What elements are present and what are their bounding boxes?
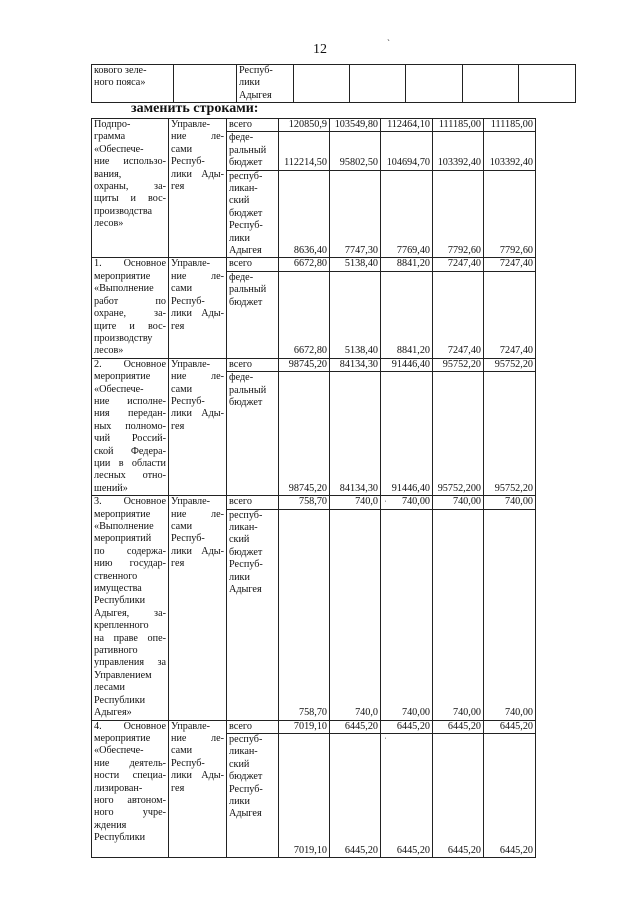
funding-source-cell-line: ликан- <box>229 183 258 195</box>
executor-cell-line: лики Ады- <box>171 168 224 180</box>
program-name-cell-line: мероприятие <box>94 270 151 282</box>
scan-mark: ˋ <box>387 38 390 48</box>
page-number: 12 <box>313 42 327 57</box>
federal-value-cell: 112214,50 <box>279 132 330 170</box>
program-name-cell-line: Адыгея» <box>94 707 132 719</box>
program-name-cell-line: ности специа- <box>94 770 166 782</box>
funding-source-cell-line: лики <box>229 795 250 807</box>
executor-cell-line: гея <box>171 558 185 570</box>
budget-value-cell: 758,70 <box>279 509 330 720</box>
top-row-value-cell <box>350 65 406 103</box>
total-value-cell: 111185,00 <box>484 119 536 132</box>
program-name-cell-line: Республики <box>94 832 146 844</box>
program-name-cell-line: 4. Основное <box>94 720 166 732</box>
program-name-cell-line: «Обеспече- <box>94 383 144 395</box>
previous-rows-table <box>91 64 576 103</box>
program-name-cell-line: «Обеспече- <box>94 143 144 155</box>
executor-cell-line: лики Ады- <box>171 308 224 320</box>
executor-cell-line: Респуб- <box>171 395 205 407</box>
program-name-cell-line: ния передан- <box>94 408 166 420</box>
funding-source-cell <box>227 170 279 258</box>
funding-source-cell-line: Респуб- <box>229 559 263 571</box>
funding-source-cell <box>227 271 279 358</box>
program-name-cell-line: вания, <box>94 168 122 180</box>
program-name-cell-line: ние деятель- <box>94 757 166 769</box>
funding-source-cell-line: Адыгея <box>229 808 262 820</box>
executor-cell-line: Управле- <box>171 258 211 270</box>
program-name-cell-line: ственного <box>94 570 138 582</box>
funding-source-cell: всего <box>227 720 279 733</box>
executor-cell-line: гея <box>171 420 185 432</box>
table-row <box>92 496 536 509</box>
total-value-cell: 6672,80 <box>279 258 330 272</box>
budget-value-cell: 6445,20 <box>433 733 484 857</box>
budget-value-cell: 6445,20 <box>484 733 536 857</box>
executor-cell-line: сами <box>171 745 193 757</box>
total-value-cell: 740,00 <box>433 496 484 509</box>
executor-cell-line: Респуб- <box>171 757 205 769</box>
funding-source-cell <box>227 509 279 720</box>
top-row-source-cell <box>237 65 294 103</box>
executor-cell-line: лики Ады- <box>171 770 224 782</box>
budget-value-cell: 7792,60 <box>484 170 536 258</box>
total-value-cell: 740,00 <box>484 496 536 509</box>
top-row-value-cell <box>463 65 519 103</box>
funding-source-cell: всего <box>227 358 279 372</box>
total-value-cell: 95752,20 <box>433 358 484 372</box>
program-name-cell-line: управления за <box>94 657 166 669</box>
funding-source-cell: всего <box>227 496 279 509</box>
program-name-cell-line: щите и вос- <box>94 320 166 332</box>
program-name-cell <box>92 720 169 857</box>
budget-value-cell: 7247,40 <box>484 271 536 358</box>
budget-value-cell: 7769,40 <box>381 170 433 258</box>
budget-value-cell: 91446,40 <box>381 372 433 496</box>
funding-source-cell-line: лики <box>229 571 250 583</box>
budget-value-cell: 6672,80 <box>279 271 330 358</box>
funding-source-cell-line: бюджет <box>229 157 263 169</box>
program-name-cell-line: 1. Основное <box>94 258 166 270</box>
budget-value-cell: 8636,40 <box>279 170 330 258</box>
funding-source-cell-line: феде- <box>229 271 254 283</box>
funding-source-cell <box>227 733 279 857</box>
funding-source-cell-line: Респуб- <box>229 220 263 232</box>
program-name-cell-line: имущества <box>94 583 142 595</box>
executor-cell-line: лики Ады- <box>171 545 224 557</box>
program-name-cell-line: ного учре- <box>94 807 166 819</box>
program-name-cell <box>92 496 169 720</box>
total-value-cell: 112464,10 <box>381 119 433 132</box>
executor-cell-line: гея <box>171 782 185 794</box>
table-row <box>92 720 536 733</box>
executor-cell-line: гея <box>171 320 185 332</box>
funding-source-cell-line: феде- <box>229 372 254 384</box>
total-value-cell: 103549,80 <box>330 119 381 132</box>
funding-source-cell <box>227 372 279 496</box>
program-name-cell-line: лесов» <box>94 345 124 357</box>
funding-source-cell-line: ральный <box>229 384 267 396</box>
program-name-cell-line: Подпро- <box>94 119 131 130</box>
executor-cell-line: гея <box>171 181 185 193</box>
budget-value-cell: 84134,30 <box>330 372 381 496</box>
table-row <box>92 358 536 372</box>
total-value-cell: 6445,20 <box>433 720 484 733</box>
funding-source-cell-line: респуб- <box>229 509 263 521</box>
program-name-cell <box>92 358 169 495</box>
funding-source-cell-line: лики <box>229 232 250 244</box>
executor-cell <box>169 720 227 857</box>
funding-source-cell-line: респуб- <box>229 733 263 745</box>
executor-cell <box>169 496 227 720</box>
executor-cell-line: ние ле- <box>171 732 224 744</box>
funding-source-cell-line: ликан- <box>229 522 258 534</box>
top-name-line: ного пояса» <box>94 77 146 89</box>
program-name-cell-line: крепленного <box>94 620 149 632</box>
program-name-cell-line: 3. Основное <box>94 496 166 508</box>
program-name-cell-line: 2. Основное <box>94 358 166 370</box>
funding-source-cell <box>227 132 279 170</box>
budget-value-cell: 6445,20 <box>381 733 433 857</box>
funding-source-cell-line: ральный <box>229 144 267 156</box>
executor-cell-line: ние ле- <box>171 508 224 520</box>
executor-cell-line: ние ле- <box>171 270 224 282</box>
total-value-cell: 6445,20 <box>381 720 433 733</box>
funding-source-cell-line: ский <box>229 758 250 770</box>
program-name-cell-line: лесных отно- <box>94 470 166 482</box>
funding-source-cell-line: бюджет <box>229 771 263 783</box>
program-name-cell-line: ных полномо- <box>94 420 166 432</box>
funding-source-cell-line: бюджет <box>229 296 263 308</box>
total-value-cell: 8841,20 <box>381 258 433 272</box>
total-value-cell: 7019,10 <box>279 720 330 733</box>
total-value-cell: 6445,20 <box>330 720 381 733</box>
federal-value-cell: 104694,70 <box>381 132 433 170</box>
replace-instruction: заменить строками: <box>131 101 259 116</box>
executor-cell <box>169 119 227 258</box>
top-source-line: Респуб- <box>239 65 273 76</box>
program-name-cell-line: щиты и вос- <box>94 193 166 205</box>
program-name-cell-line: Управлением <box>94 669 152 681</box>
program-name-cell-line: ние использо- <box>94 156 166 168</box>
program-name-cell-line: охраны, за- <box>94 181 166 193</box>
total-value-cell: 120850,9 <box>279 119 330 132</box>
funding-source-cell-line: бюджет <box>229 397 263 409</box>
program-name-cell-line: охране, за- <box>94 308 166 320</box>
program-name-cell-line: ждения <box>94 819 127 831</box>
program-name-cell-line: «Обеспече- <box>94 745 144 757</box>
program-name-cell-line: ративного <box>94 645 138 657</box>
executor-cell-line: лики Ады- <box>171 408 224 420</box>
program-name-cell-line: Республики <box>94 694 146 706</box>
program-name-cell-line: ного автоном- <box>94 794 166 806</box>
top-row-value-cell <box>519 65 576 103</box>
program-name-cell-line: ции в области <box>94 457 166 469</box>
funding-source-cell-line: Респуб- <box>229 783 263 795</box>
budget-value-cell: 7019,10 <box>279 733 330 857</box>
program-name-cell <box>92 258 169 358</box>
program-name-cell-line: мероприятие <box>94 371 151 383</box>
executor-cell-line: ние ле- <box>171 131 224 143</box>
top-name-line: кового зеле- <box>94 65 147 76</box>
total-value-cell: 84134,30 <box>330 358 381 372</box>
program-name-cell-line: производства <box>94 205 153 217</box>
program-name-cell-line: лесами <box>94 682 125 694</box>
program-name-cell-line: ние исполне- <box>94 395 166 407</box>
program-name-cell-line: «Выполнение <box>94 283 154 295</box>
program-name-cell-line: ской Федера- <box>94 445 166 457</box>
total-value-cell: 111185,00 <box>433 119 484 132</box>
program-name-cell-line: мероприятий <box>94 533 152 545</box>
top-source-line: Адыгея <box>239 89 272 101</box>
budget-value-cell: 5138,40 <box>330 271 381 358</box>
funding-source-cell-line: феде- <box>229 132 254 144</box>
program-name-cell-line: мероприятие <box>94 508 151 520</box>
executor-cell <box>169 358 227 495</box>
executor-cell-line: ние ле- <box>171 371 224 383</box>
budget-table <box>91 118 536 858</box>
budget-value-cell: 7792,60 <box>433 170 484 258</box>
top-row-exec-cell <box>174 65 237 103</box>
program-name-cell-line: работ по <box>94 295 166 307</box>
executor-cell-line: Респуб- <box>171 156 205 168</box>
program-name-cell-line: лесов» <box>94 218 124 230</box>
program-name-cell-line: нию государ- <box>94 558 166 570</box>
table-row <box>92 258 536 272</box>
program-name-cell-line: производству <box>94 332 153 344</box>
program-name-cell-line: по содержа- <box>94 545 166 557</box>
executor-cell-line: сами <box>171 143 193 155</box>
program-name-cell-line: грамма <box>94 131 126 143</box>
budget-value-cell: 7247,40 <box>433 271 484 358</box>
federal-value-cell: 95802,50 <box>330 132 381 170</box>
funding-source-cell-line: ский <box>229 534 250 546</box>
budget-value-cell: 6445,20 <box>330 733 381 857</box>
executor-cell-line: Управле- <box>171 496 211 508</box>
program-name-cell-line: мероприятие <box>94 732 151 744</box>
executor-cell-line: Управле- <box>171 119 211 130</box>
funding-source-cell: всего <box>227 258 279 272</box>
federal-value-cell: 103392,40 <box>433 132 484 170</box>
funding-source-cell-line: Адыгея <box>229 245 262 257</box>
budget-value-cell: 7747,30 <box>330 170 381 258</box>
scan-mark: ˈ <box>384 499 387 509</box>
program-name-cell-line: Адыгея, за- <box>94 607 166 619</box>
top-row-value-cell <box>406 65 463 103</box>
budget-value-cell: 95752,200 <box>433 372 484 496</box>
executor-cell-line: Респуб- <box>171 295 205 307</box>
funding-source-cell-line: респуб- <box>229 170 263 182</box>
total-value-cell: 5138,40 <box>330 258 381 272</box>
program-name-cell-line: шений» <box>94 482 128 494</box>
table-row <box>92 119 536 132</box>
executor-cell-line: Управле- <box>171 358 211 370</box>
budget-value-cell: 8841,20 <box>381 271 433 358</box>
budget-value-cell: 95752,20 <box>484 372 536 496</box>
total-value-cell: 740,0 <box>330 496 381 509</box>
funding-source-cell: всего <box>227 119 279 132</box>
executor-cell <box>169 258 227 358</box>
executor-cell-line: Респуб- <box>171 533 205 545</box>
total-value-cell: 98745,20 <box>279 358 330 372</box>
funding-source-cell-line: ский <box>229 195 250 207</box>
executor-cell-line: сами <box>171 283 193 295</box>
total-value-cell: 7247,40 <box>433 258 484 272</box>
total-value-cell: 95752,20 <box>484 358 536 372</box>
top-row-name-cell <box>92 65 174 103</box>
budget-value-cell: 740,00 <box>433 509 484 720</box>
executor-cell-line: Управле- <box>171 720 211 732</box>
executor-cell-line: сами <box>171 521 193 532</box>
funding-source-cell-line: ликан- <box>229 746 258 758</box>
funding-source-cell-line: Адыгея <box>229 584 262 596</box>
budget-value-cell: 740,00 <box>381 509 433 720</box>
program-name-cell-line: на праве опе- <box>94 632 166 644</box>
program-name-cell-line: Республики <box>94 595 146 607</box>
total-value-cell: 91446,40 <box>381 358 433 372</box>
total-value-cell: 6445,20 <box>484 720 536 733</box>
program-name-cell-line: лизирован- <box>94 782 143 794</box>
scan-mark: ˈ <box>384 736 387 746</box>
executor-cell-line: сами <box>171 383 193 395</box>
budget-value-cell: 98745,20 <box>279 372 330 496</box>
budget-value-cell: 740,00 <box>484 509 536 720</box>
federal-value-cell: 103392,40 <box>484 132 536 170</box>
funding-source-cell-line: ральный <box>229 284 267 296</box>
top-row-value-cell <box>294 65 350 103</box>
program-name-cell <box>92 119 169 258</box>
budget-value-cell: 740,0 <box>330 509 381 720</box>
funding-source-cell-line: бюджет <box>229 546 263 558</box>
total-value-cell: 758,70 <box>279 496 330 509</box>
program-name-cell-line: чий Россий- <box>94 433 166 445</box>
total-value-cell: 7247,40 <box>484 258 536 272</box>
funding-source-cell-line: бюджет <box>229 207 263 219</box>
program-name-cell-line: «Выполнение <box>94 521 154 532</box>
total-value-cell: 740,00 <box>381 496 433 509</box>
top-source-line: лики <box>239 77 260 89</box>
